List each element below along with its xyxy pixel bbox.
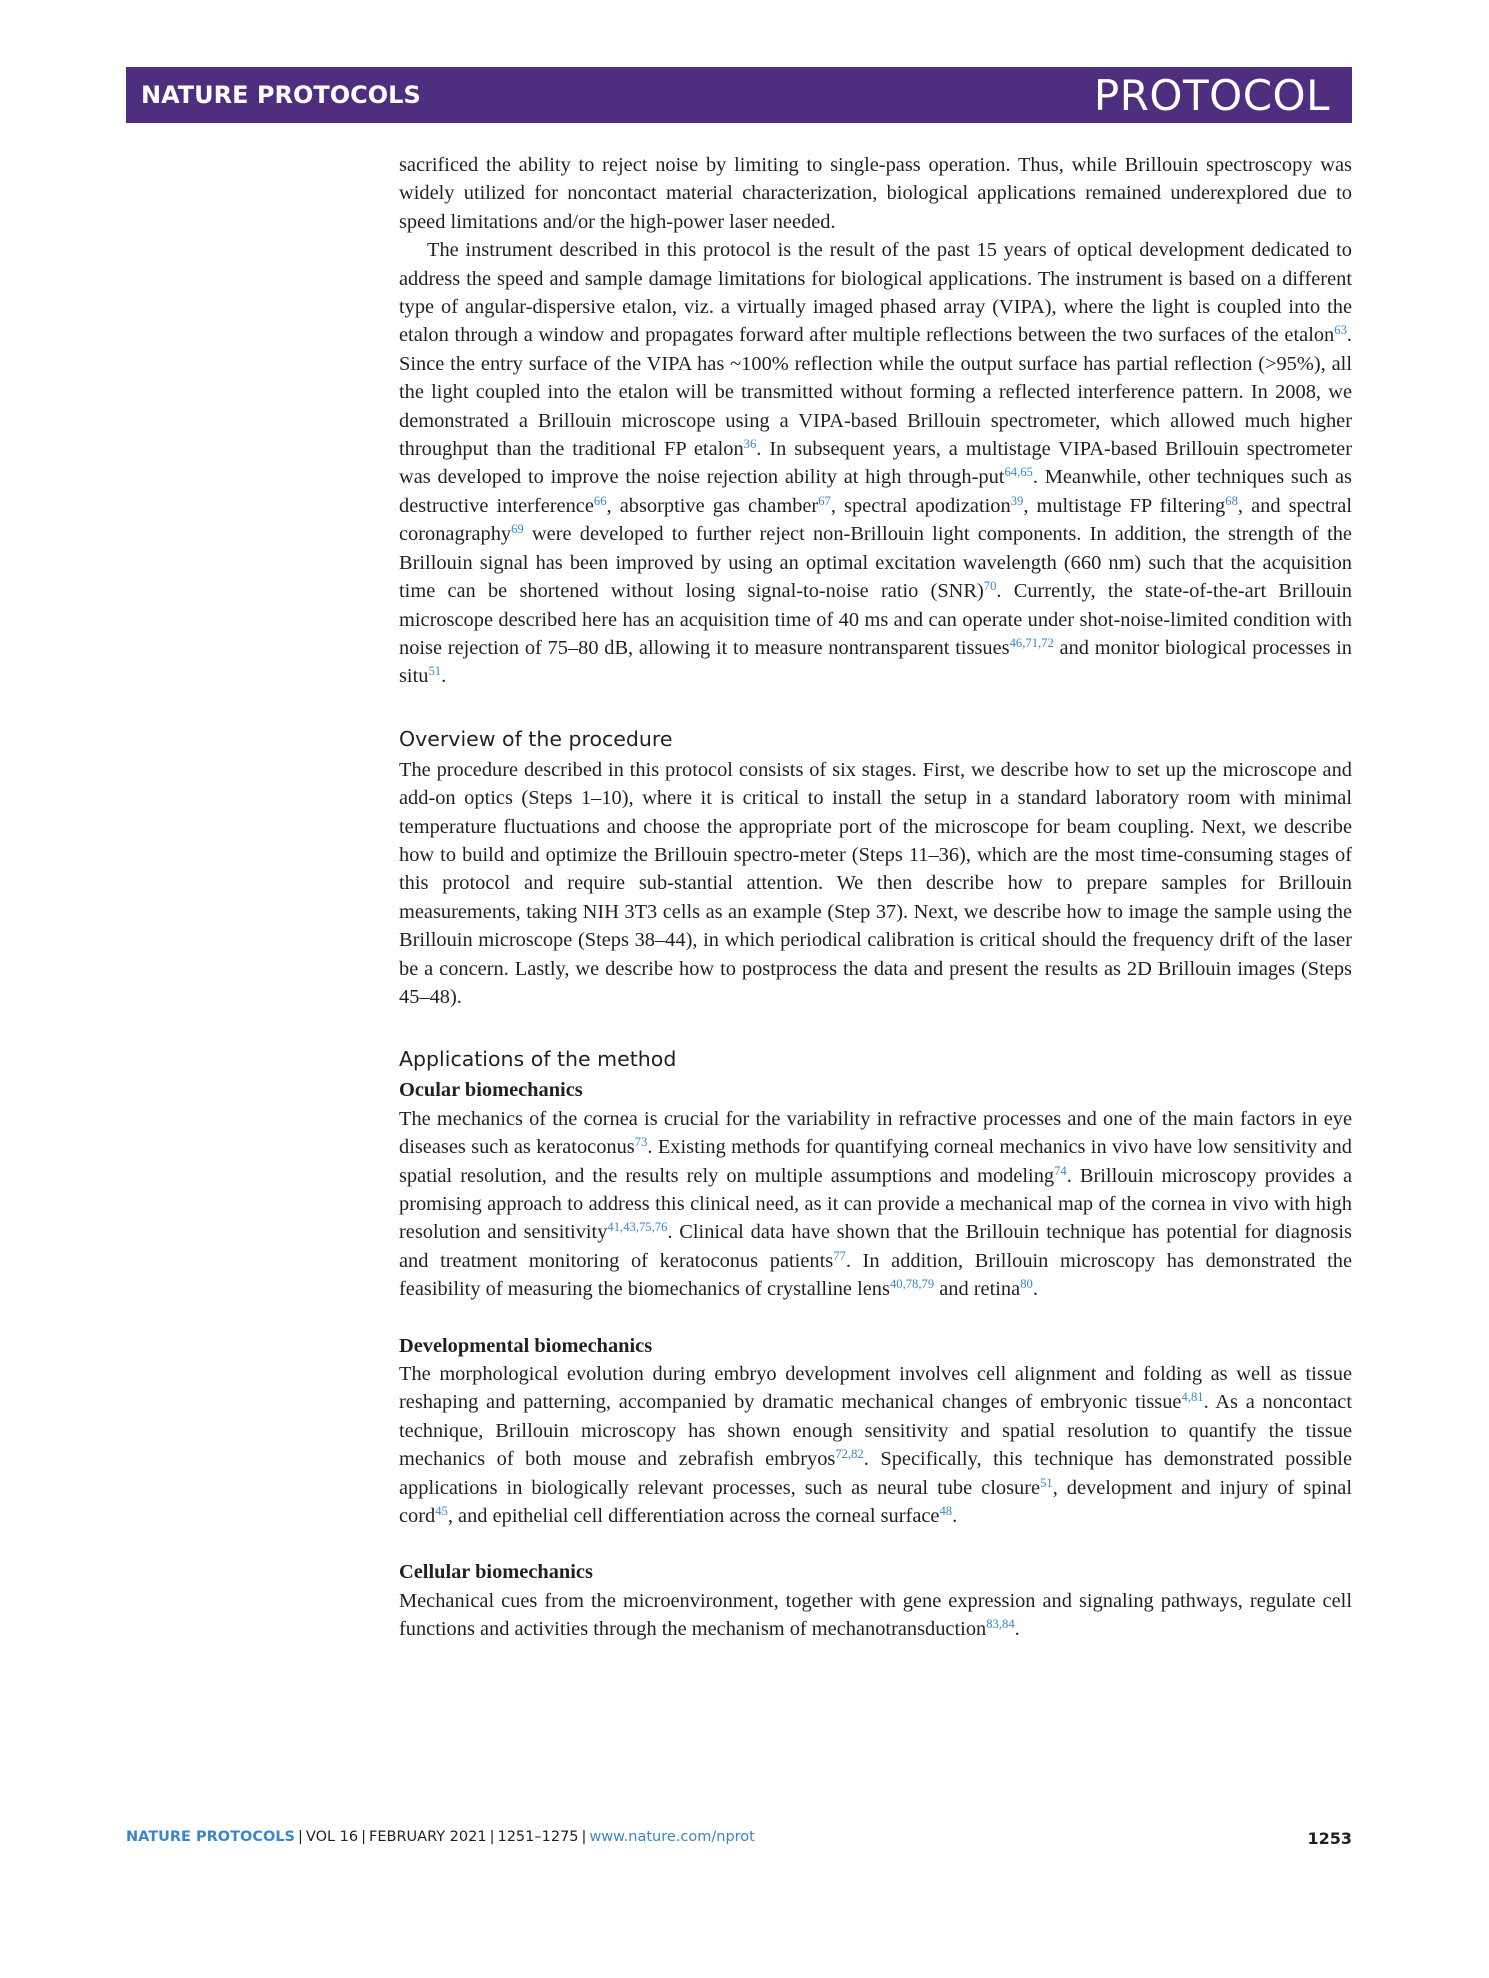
footer-pages: 1251–1275 bbox=[497, 1829, 579, 1845]
text-segment: . Meanwhile, other techniques such as destructive interference bbox=[399, 466, 1352, 517]
paragraph-cellular bbox=[399, 1587, 1352, 1644]
text-segment: , and spectral coronagraphy bbox=[399, 494, 1353, 546]
text-segment: , spectral apodization bbox=[830, 494, 1011, 517]
footer-citation: NATURE PROTOCOLS | VOL 16 | FEBRUARY 2021 | 1251–1275 | www.nature.com/nprot bbox=[126, 1829, 755, 1845]
text-segment: , and epithelial cell differentiation across the corneal surface bbox=[447, 1505, 940, 1528]
citation-ref-link[interactable]: 69 bbox=[511, 522, 524, 537]
citation-ref-link[interactable]: 51 bbox=[1040, 1475, 1053, 1490]
text-segment: . In addition, Brillouin microscopy has demonstrated the feasibility of measuring the biomechanics of crystalline lens bbox=[399, 1249, 1352, 1301]
subheading-ocular: Ocular biomechanics bbox=[399, 1079, 583, 1102]
text-segment: . As a noncontact technique, Brillouin microscopy has shown enough sensitivity and spatial resolution to quantify the tissue mechanics of both mouse and zebrafish embryos bbox=[399, 1391, 1352, 1471]
text-segment: , development and injury of spinal cord bbox=[399, 1476, 1352, 1528]
page-footer bbox=[126, 1829, 1352, 1848]
citation-ref-link[interactable]: 74 bbox=[1054, 1163, 1067, 1178]
journal-name: NATURE PROTOCOLS bbox=[141, 81, 421, 109]
citation-ref-link[interactable]: 40,78,79 bbox=[889, 1277, 935, 1292]
citation-ref-link[interactable]: 63 bbox=[1334, 323, 1347, 338]
paragraph-ocular bbox=[399, 1105, 1352, 1304]
citation-ref-link[interactable]: 64,65 bbox=[1004, 465, 1033, 480]
text-segment: The mechanics of the cornea is crucial for the variability in refractive processes and one of the main factors in eye diseases such as keratoconus bbox=[399, 1107, 1352, 1159]
citation-ref-link[interactable]: 73 bbox=[634, 1135, 648, 1150]
citation-ref-link[interactable]: 70 bbox=[983, 579, 997, 594]
citation-ref-link[interactable]: 66 bbox=[593, 493, 607, 508]
paragraph-1: sacrificed the ability to reject noise by limiting to single-pass operation. Thus, while Brillouin spectroscopy was widely utilized for noncontact material characterization, biological applications remained underexplored due to speed limitations and/or the high-power laser needed. bbox=[399, 154, 1352, 233]
footer-url-link[interactable]: www.nature.com/nprot bbox=[589, 1829, 755, 1845]
citation-ref-link[interactable]: 36 bbox=[743, 437, 757, 452]
text-segment: and monitor biological processes in situ bbox=[399, 636, 1352, 688]
text-segment: Mechanical cues from the microenvironment, together with gene expression and signaling pathways, regulate cell functions and activities through the mechanism of mechanotransduction bbox=[399, 1589, 1352, 1641]
citation-ref-link[interactable]: 39 bbox=[1010, 493, 1024, 508]
page-number: 1253 bbox=[1307, 1829, 1352, 1848]
text-segment: and retina bbox=[934, 1278, 1021, 1301]
citation-ref-link[interactable]: 48 bbox=[939, 1504, 953, 1519]
text-segment: The instrument described in this protocol is the result of the past 15 years of optical development dedicated to address the speed and sample damage limitations for biological applications. The instrument is based on a different type of angular-dispersive etalon, viz. a virtually imaged phased array (VIPA), where the light is coupled into the etalon through a window and propagates forward after multiple reflections between the two surfaces of the etalon bbox=[399, 239, 1352, 347]
footer-volume: VOL 16 bbox=[305, 1829, 359, 1845]
citation-ref-link[interactable]: 51 bbox=[428, 664, 442, 679]
citation-ref-link[interactable]: 80 bbox=[1020, 1277, 1033, 1292]
section-heading-overview: Overview of the procedure bbox=[399, 726, 673, 751]
text-segment: , multistage FP filtering bbox=[1023, 494, 1226, 517]
article-type: PROTOCOL bbox=[1093, 70, 1330, 120]
text-segment: . In subsequent years, a multistage VIPA-based Brillouin spectrometer was developed to improve the noise rejection ability at high through-put bbox=[399, 438, 1352, 489]
citation-ref-link[interactable]: 67 bbox=[818, 493, 831, 508]
citation-ref-link[interactable]: 45 bbox=[435, 1504, 448, 1519]
paragraph-2 bbox=[399, 236, 1352, 691]
text-segment: . bbox=[441, 665, 447, 688]
text-segment: . Clinical data have shown that the Brillouin technique has potential for diagnosis and treatment monitoring of keratoconus patients bbox=[399, 1221, 1352, 1272]
citation-ref-link[interactable]: 72,82 bbox=[835, 1447, 864, 1462]
footer-date: FEBRUARY 2021 bbox=[369, 1829, 487, 1845]
citation-ref-link[interactable]: 68 bbox=[1225, 493, 1238, 508]
citation-ref-link[interactable]: 83,84 bbox=[986, 1617, 1015, 1632]
text-segment: The morphological evolution during embryo development involves cell alignment and folding as well as tissue reshaping and patterning, accompanied by dramatic mechanical changes of embryonic tissue bbox=[399, 1363, 1352, 1414]
text-segment: . bbox=[1032, 1278, 1038, 1301]
text-segment: . Since the entry surface of the VIPA has ~100% reflection while the output surface has partial reflection (>95%), all the light coupled into the etalon will be transmitted without forming a reflected interference pattern. In 2008, we demonstrated a Brillouin microscope using a VIPA-based Brillouin spectrometer, which allowed much higher throughput than the traditional FP etalon bbox=[399, 324, 1352, 461]
paragraph-developmental bbox=[399, 1360, 1352, 1530]
text-segment: were developed to further reject non-Brillouin light components. In addition, the strength of the Brillouin signal has been improved by using an optimal excitation wavelength (660 nm) such that the acquisition time can be shortened without losing signal-to-noise ratio (SNR) bbox=[399, 523, 1352, 603]
text-segment: . Existing methods for quantifying corneal mechanics in vivo have low sensitivity and spatial resolution, and the results rely on multiple assumptions and modeling bbox=[399, 1136, 1352, 1187]
citation-ref-link[interactable]: 4,81 bbox=[1181, 1390, 1204, 1405]
subheading-developmental: Developmental biomechanics bbox=[399, 1334, 653, 1357]
citation-ref-link[interactable]: 46,71,72 bbox=[1009, 635, 1054, 650]
text-segment: . Brillouin microscopy provides a promising approach to address this clinical need, as it can provide a mechanical map of the cornea in vivo with high resolution and sensitivity bbox=[399, 1164, 1352, 1244]
text-segment: . bbox=[1014, 1618, 1020, 1641]
text-segment: . Specifically, this technique has demonstrated possible applications in biologically relevant processes, such as neural tube closure bbox=[399, 1448, 1352, 1499]
article-body bbox=[399, 151, 1352, 1644]
citation-ref-link[interactable]: 41,43,75,76 bbox=[607, 1220, 668, 1235]
footer-journal: NATURE PROTOCOLS bbox=[126, 1829, 296, 1845]
text-segment: . bbox=[952, 1505, 958, 1528]
subheading-cellular: Cellular biomechanics bbox=[399, 1561, 593, 1584]
journal-header-bar bbox=[126, 67, 1352, 123]
text-segment: . Currently, the state-of-the-art Brillouin microscope described here has an acquisition time of 40 ms and can operate under shot-noise-limited condition with noise rejection of 75–80 dB, allowing it to measure nontransparent tissues bbox=[399, 580, 1352, 659]
text-segment: , absorptive gas chamber bbox=[606, 494, 819, 517]
paragraph-overview: The procedure described in this protocol consists of six stages. First, we describe how to set up the microscope and add-on optics (Steps 1–10), where it is critical to install the setup in a standard laboratory room with minimal temperature fluctuations and choose the appropriate port of the microscope for beam coupling. Next, we describe how to build and optimize the Brillouin spectro-meter (Steps 11–36), which are the most time-consuming stages of this protocol and require sub-stantial attention. We then describe how to prepare samples for Brillouin measurements, taking NIH 3T3 cells as an example (Step 37). Next, we describe how to image the sample using the Brillouin microscope (Steps 38–44), in which periodical calibration is critical should the frequency drift of the laser be a concern. Lastly, we describe how to postprocess the data and present the results as 2D Brillouin images (Steps 45–48). bbox=[399, 758, 1352, 1008]
citation-ref-link[interactable]: 77 bbox=[833, 1248, 846, 1263]
section-heading-applications: Applications of the method bbox=[399, 1047, 677, 1072]
